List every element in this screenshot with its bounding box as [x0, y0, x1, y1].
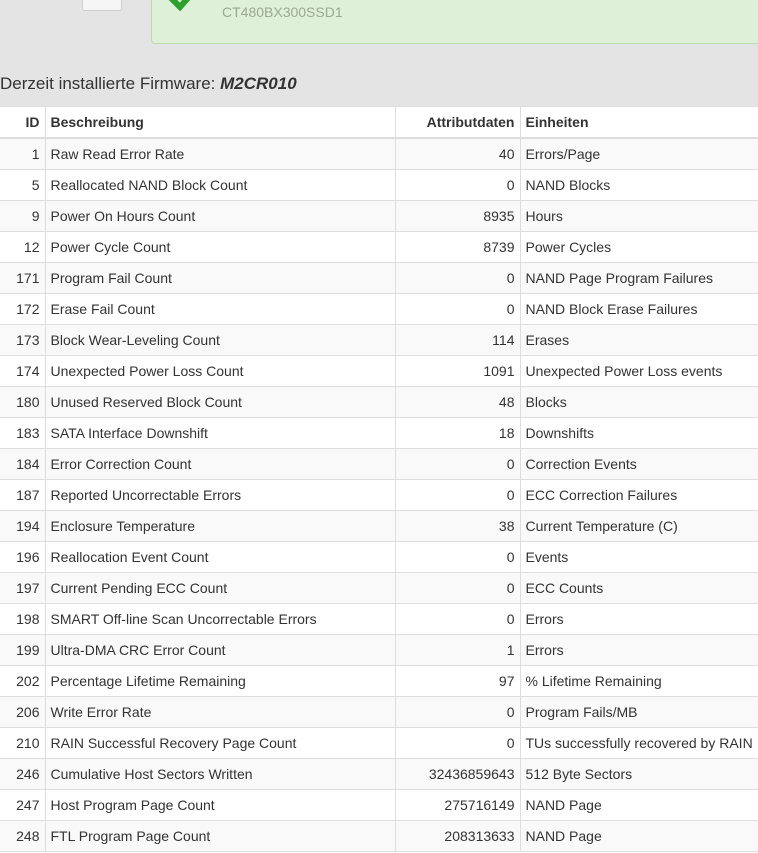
table-row — [0, 418, 758, 449]
cell-description: Erase Fail Count — [45, 294, 395, 325]
cell-unit: Hours — [520, 201, 758, 232]
cell-description: Unexpected Power Loss Count — [45, 356, 395, 387]
cell-id: 197 — [0, 573, 45, 604]
cell-id: 199 — [0, 635, 45, 666]
cell-id: 198 — [0, 604, 45, 635]
cell-id: 202 — [0, 666, 45, 697]
table-row — [0, 511, 758, 542]
cell-description: Percentage Lifetime Remaining — [45, 666, 395, 697]
cell-id: 196 — [0, 542, 45, 573]
cell-id: 210 — [0, 728, 45, 759]
table-row — [0, 449, 758, 480]
cell-value: 97 — [395, 666, 520, 697]
cell-id: 1 — [0, 138, 45, 170]
table-row — [0, 542, 758, 573]
cell-description: Power Cycle Count — [45, 232, 395, 263]
cell-unit: Correction Events — [520, 449, 758, 480]
table-row — [0, 635, 758, 666]
cell-id: 248 — [0, 821, 45, 852]
table-row — [0, 387, 758, 418]
cell-unit: Blocks — [520, 387, 758, 418]
cell-description: SATA Interface Downshift — [45, 418, 395, 449]
checkmark-icon — [166, 0, 196, 11]
cell-description: Error Correction Count — [45, 449, 395, 480]
cell-description: FTL Program Page Count — [45, 821, 395, 852]
partial-button[interactable] — [82, 0, 122, 11]
table-row — [0, 232, 758, 263]
cell-description: Block Wear-Leveling Count — [45, 325, 395, 356]
cell-id: 9 — [0, 201, 45, 232]
cell-id: 12 — [0, 232, 45, 263]
cell-value: 0 — [395, 604, 520, 635]
cell-unit: Downshifts — [520, 418, 758, 449]
cell-id: 173 — [0, 325, 45, 356]
cell-id: 172 — [0, 294, 45, 325]
cell-unit: Program Fails/MB — [520, 697, 758, 728]
cell-unit: TUs successfully recovered by RAIN — [520, 728, 758, 759]
drive-status-card — [151, 0, 758, 44]
cell-value: 38 — [395, 511, 520, 542]
cell-value: 8935 — [395, 201, 520, 232]
table-row — [0, 325, 758, 356]
table-body — [0, 138, 758, 852]
cell-value: 40 — [395, 138, 520, 170]
cell-value: 0 — [395, 728, 520, 759]
cell-description: Power On Hours Count — [45, 201, 395, 232]
cell-unit: Erases — [520, 325, 758, 356]
cell-description: Reported Uncorrectable Errors — [45, 480, 395, 511]
table-header-row — [0, 107, 758, 139]
cell-value: 0 — [395, 170, 520, 201]
cell-value: 0 — [395, 697, 520, 728]
table-row — [0, 480, 758, 511]
header-description: Beschreibung — [45, 107, 395, 139]
table-row — [0, 170, 758, 201]
cell-id: 247 — [0, 790, 45, 821]
cell-unit: Current Temperature (C) — [520, 511, 758, 542]
table-row — [0, 573, 758, 604]
cell-unit: Errors/Page — [520, 138, 758, 170]
table-row — [0, 138, 758, 170]
cell-unit: Power Cycles — [520, 232, 758, 263]
table-row — [0, 604, 758, 635]
cell-id: 180 — [0, 387, 45, 418]
cell-unit: NAND Page Program Failures — [520, 263, 758, 294]
smart-attributes-table — [0, 106, 758, 852]
cell-value: 0 — [395, 542, 520, 573]
drive-model: CT480BX300SSD1 — [222, 4, 343, 20]
cell-unit: NAND Page — [520, 790, 758, 821]
table-row — [0, 356, 758, 387]
header-value: Attributdaten — [395, 107, 520, 139]
cell-description: Raw Read Error Rate — [45, 138, 395, 170]
cell-id: 184 — [0, 449, 45, 480]
cell-unit: Errors — [520, 635, 758, 666]
cell-description: Write Error Rate — [45, 697, 395, 728]
table-row — [0, 790, 758, 821]
cell-value: 0 — [395, 449, 520, 480]
cell-description: Ultra-DMA CRC Error Count — [45, 635, 395, 666]
cell-value: 0 — [395, 263, 520, 294]
cell-value: 0 — [395, 294, 520, 325]
table-row — [0, 294, 758, 325]
cell-id: 194 — [0, 511, 45, 542]
page-header-area — [0, 0, 758, 106]
cell-value: 1091 — [395, 356, 520, 387]
table-row — [0, 821, 758, 852]
cell-description: Program Fail Count — [45, 263, 395, 294]
cell-unit: NAND Blocks — [520, 170, 758, 201]
cell-unit: Unexpected Power Loss events — [520, 356, 758, 387]
table-row — [0, 263, 758, 294]
cell-unit: ECC Correction Failures — [520, 480, 758, 511]
cell-value: 0 — [395, 573, 520, 604]
cell-description: Host Program Page Count — [45, 790, 395, 821]
cell-value: 48 — [395, 387, 520, 418]
cell-unit: Errors — [520, 604, 758, 635]
cell-value: 18 — [395, 418, 520, 449]
cell-description: Enclosure Temperature — [45, 511, 395, 542]
cell-description: Current Pending ECC Count — [45, 573, 395, 604]
cell-description: Unused Reserved Block Count — [45, 387, 395, 418]
table-row — [0, 666, 758, 697]
cell-description: Reallocated NAND Block Count — [45, 170, 395, 201]
header-unit: Einheiten — [520, 107, 758, 139]
cell-value: 208313633 — [395, 821, 520, 852]
cell-unit: ECC Counts — [520, 573, 758, 604]
cell-id: 183 — [0, 418, 45, 449]
cell-description: SMART Off-line Scan Uncorrectable Errors — [45, 604, 395, 635]
firmware-label: Derzeit installierte Firmware: — [0, 74, 216, 93]
firmware-info — [0, 74, 297, 94]
cell-unit: NAND Block Erase Failures — [520, 294, 758, 325]
header-id: ID — [0, 107, 45, 139]
cell-id: 174 — [0, 356, 45, 387]
cell-description: RAIN Successful Recovery Page Count — [45, 728, 395, 759]
cell-value: 114 — [395, 325, 520, 356]
cell-id: 187 — [0, 480, 45, 511]
table-row — [0, 728, 758, 759]
cell-id: 246 — [0, 759, 45, 790]
cell-value: 0 — [395, 480, 520, 511]
cell-value: 275716149 — [395, 790, 520, 821]
table-row — [0, 697, 758, 728]
smart-attributes-panel — [0, 106, 758, 853]
table-row — [0, 759, 758, 790]
cell-description: Reallocation Event Count — [45, 542, 395, 573]
cell-value: 8739 — [395, 232, 520, 263]
cell-value: 32436859643 — [395, 759, 520, 790]
firmware-version: M2CR010 — [220, 74, 297, 93]
cell-id: 5 — [0, 170, 45, 201]
cell-description: Cumulative Host Sectors Written — [45, 759, 395, 790]
cell-id: 206 — [0, 697, 45, 728]
cell-id: 171 — [0, 263, 45, 294]
cell-unit: NAND Page — [520, 821, 758, 852]
cell-unit: % Lifetime Remaining — [520, 666, 758, 697]
table-row — [0, 201, 758, 232]
cell-unit: 512 Byte Sectors — [520, 759, 758, 790]
cell-value: 1 — [395, 635, 520, 666]
cell-unit: Events — [520, 542, 758, 573]
